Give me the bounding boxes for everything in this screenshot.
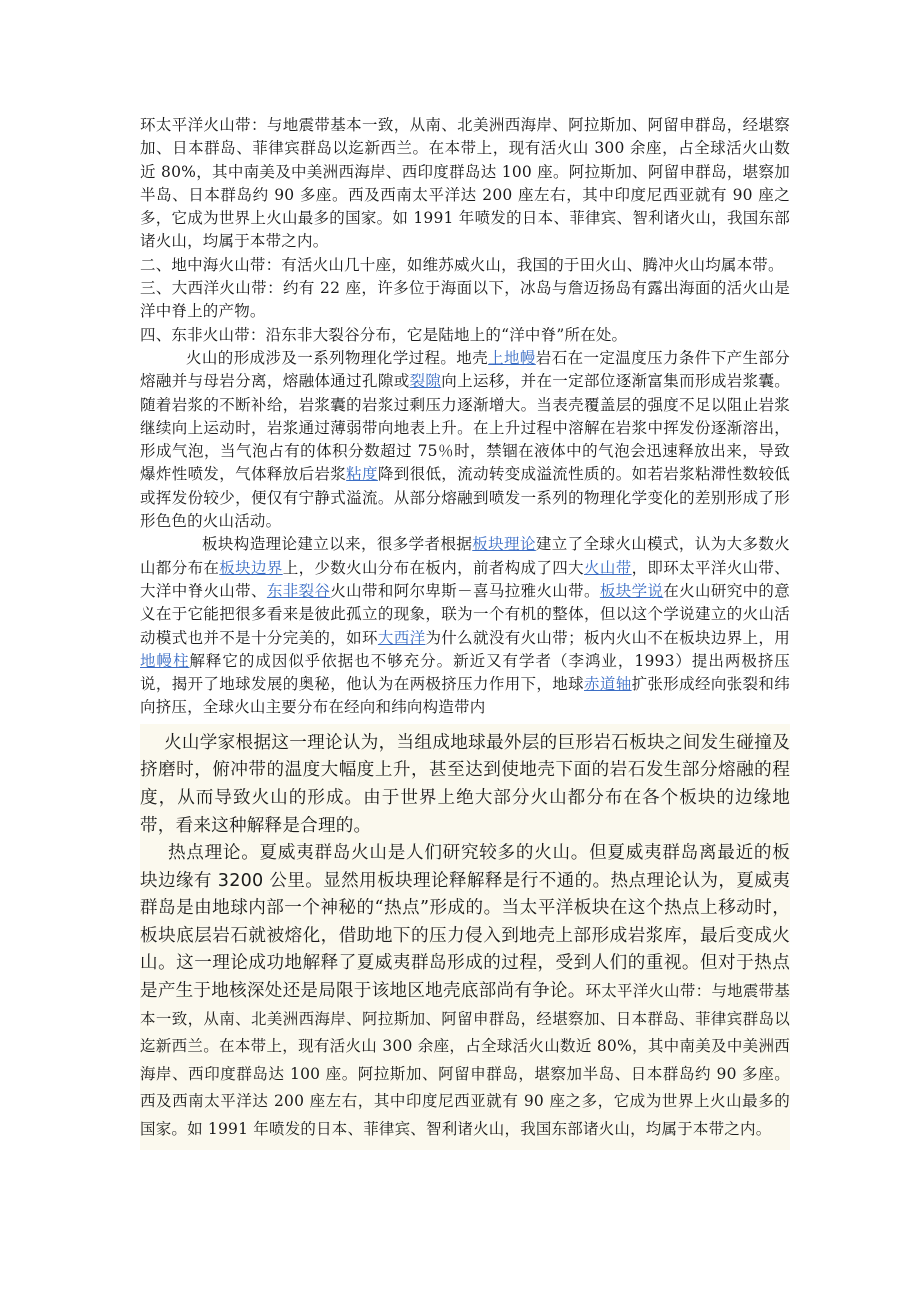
paragraph-atlantic-belt: 三、大西洋火山带：约有 22 座，许多位于海面以下，冰岛与詹迈扬岛有露出海面的活火山是洋中脊上的产物。	[140, 279, 790, 321]
paragraph-pacific-belt-repeat: 环太平洋火山带：与地震带基本一致，从南、北美洲西海岸、阿拉斯加、阿留申群岛，经堪察加、日本群岛、菲律宾群岛以迄新西兰。在本带上，现有活火山 300 余座，占全球活火山数近 80%，其中南美及中美洲西海岸、西印度群岛达 100 座。阿拉斯加、阿留申群岛，堪察加半岛、日本群岛约 90 多座。西及西南太平洋达 200 座左右，其中印度尼西亚就有 90 座之多，它成为世界上火山最多的国家。如 1991 年喷发的日本、菲律宾、智利诸火山，我国东部诸火山，均属于本带之内。	[140, 982, 790, 1139]
text-run: 火山带和阿尔卑斯－喜马拉雅火山带。	[330, 581, 600, 600]
link-plate-boundary[interactable]: 板块边界	[219, 558, 283, 577]
paragraph-mediterranean-belt: 二、地中海火山带：有活火山几十座，如维苏威火山，我国的于田火山、腾冲火山均属本带。	[140, 255, 784, 274]
link-mantle-plume[interactable]: 地幔柱	[140, 651, 190, 670]
text-run: 建立了全球火山模式，认为大多数火山都分布在	[140, 535, 790, 577]
text-run: 解释它的成因似乎依据也不够充分。新近又有学者（李鸿业，1993）提出两极挤压说，揭开了地球发展的奥秘，他认为在两极挤压力作用下，地球	[140, 651, 790, 694]
paragraph-pacific-belt: 环太平洋火山带：与地震带基本一致，从南、北美洲西海岸、阿拉斯加、阿留申群岛，经堪察加、日本群岛、菲律宾群岛以迄新西兰。在本带上，现有活火山 300 余座，占全球活火山数近 80%，其中南美及中美洲西海岸、西印度群岛达 100 座。阿拉斯加、阿留申群岛，堪察加半岛、日本群岛约 90 多座。西及西南太平洋达 200 座左右，其中印度尼西亚就有 90 座之多，它成为世界上火山最多的国家。如 1991 年喷发的日本、菲律宾、智利诸火山，我国东部诸火山，均属于本带之内。	[140, 116, 790, 251]
text-run: 公里。显然用板块理论释解释是行不通的。热点理论认为，夏威夷群岛是由地球内部一个神秘的“热点”形成的。当太平洋板块在这个热点上移动时，板块底层岩石就被熔化，借助地下的压力侵入到地壳上部形成岩浆库，最后变成火山。这一理论成功地解释了夏威夷群岛形成的过程，受到人们的重视。但对于热点是产生于地核深处还是局限于该地区地壳底部尚有争论。	[140, 870, 790, 1002]
link-plate-theory[interactable]: 板块理论	[472, 535, 536, 554]
paragraph-hotspot-theory	[140, 840, 790, 1144]
paragraph-volcano-formation	[140, 347, 790, 533]
paragraph-subduction-theory: 火山学家根据这一理论认为，当组成地球最外层的巨形岩石板块之间发生碰撞及挤磨时，俯冲带的温度大幅度上升，甚至达到使地壳下面的岩石发生部分熔融的程度，从而导致火山的形成。由于世界上绝大部分火山都分布在各个板块的边缘地带，看来这种解释是合理的。	[140, 732, 790, 836]
link-viscosity[interactable]: 粘度	[346, 465, 378, 484]
document-page	[140, 114, 790, 1150]
text-run: 岩石在一定温度压力条件下产生部分熔融并与母岩分离，熔融体通过孔隙或	[140, 348, 790, 391]
link-east-african-rift[interactable]: 东非裂谷	[266, 581, 331, 600]
link-equatorial-axis[interactable]: 赤道轴	[584, 675, 632, 694]
text-run: 向上运移，并在一定部位逐渐富集而形成岩浆囊。随着岩浆的不断补给，岩浆囊的岩浆过剩压力逐渐增大。当表壳覆盖层的强度不足以阻止岩浆继续向上运动时，岩浆通过薄弱带向地表上升。在上升过程中溶解在岩浆中挥发份逐渐溶出，形成气泡，当气泡占有的体积分数超过 75％时，禁锢在液体中的气泡会迅速释放出来，导致爆炸性喷发，气体释放后岩浆	[140, 372, 790, 484]
link-upper-mantle[interactable]: 上地幔	[488, 348, 536, 367]
shaded-excerpt	[140, 724, 790, 1150]
text-run: 上，少数火山分布在板内，前者构成了四大	[282, 558, 584, 577]
text-run: 扩张形成经向张裂和纬向挤压，全球火山主要分布在经向和纬向构造带内	[140, 675, 790, 717]
text-run: 降到很低，流动转变成溢流性质的。如若岩浆粘滞性数较低或挥发份较少，便仅有宁静式溢流。从部分熔融到喷发一系列的物理化学变化的差别形成了形形色色的火山活动。	[140, 465, 791, 531]
link-fissure[interactable]: 裂隙	[409, 372, 442, 391]
text-run: 在火山研究中的意义在于它能把很多看来是彼此孤立的现象，联为一个有机的整体，但以这个学说建立的火山活动模式也并不是十分完美的，如环	[140, 581, 790, 647]
paragraph-plate-tectonics	[140, 533, 790, 719]
text-run: 为什么就没有火山带；板内火山不在板块边界上，用	[425, 628, 790, 647]
paragraph-east-africa-belt: 四、东非火山带：沿东非大裂谷分布，它是陆地上的“洋中脊”所在处。	[140, 325, 628, 344]
distance-value: 3200	[217, 870, 264, 891]
text-run: 热点理论。夏威夷群岛火山是人们研究较多的火山。但夏威夷群岛离最近的板块边缘有	[140, 843, 790, 891]
text-run: 火山的形成涉及一系列物理化学过程。地壳	[186, 348, 489, 367]
link-volcanic-belt[interactable]: 火山带	[583, 558, 632, 577]
link-plate-hypothesis[interactable]: 板块学说	[599, 581, 664, 600]
link-atlantic[interactable]: 大西洋	[377, 628, 426, 647]
text-run: 板块构造理论建立以来，很多学者根据	[202, 535, 473, 554]
text-run: ，即环太平洋火山带、大洋中脊火山带、	[140, 558, 790, 600]
